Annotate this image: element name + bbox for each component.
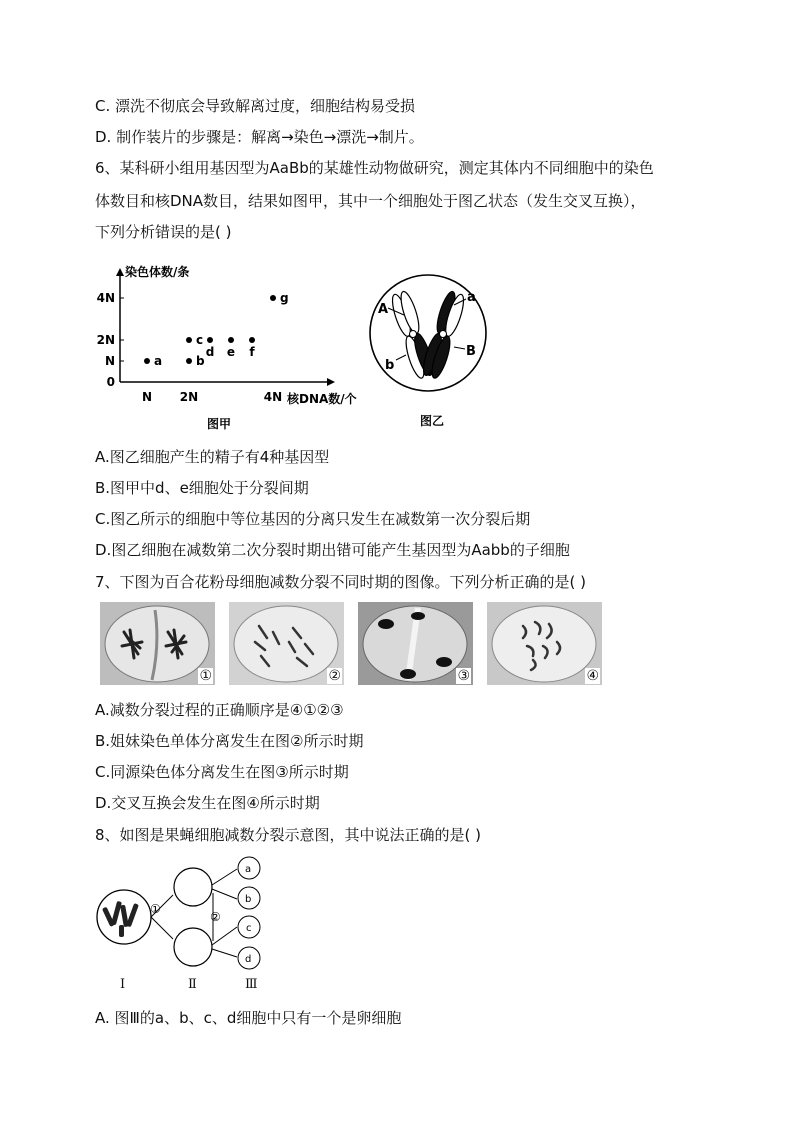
gene-label-B: B [466, 344, 476, 359]
micrograph-1 [100, 602, 215, 685]
x-tick-label: N [141, 390, 153, 404]
step-1-label: ① [150, 902, 161, 916]
point-label-c: c [196, 333, 204, 347]
point-a [144, 358, 150, 364]
micrograph-1-number: ① [199, 668, 212, 684]
figure-jia-chart [95, 262, 357, 434]
y-tick-label: N [104, 354, 115, 368]
q5-option-d: D. 制作装片的步骤是：解离→染色→漂洗→制片。 [95, 128, 424, 146]
q7-option-c: C.同源染色体分离发生在图③所示时期 [95, 763, 349, 781]
x-tick-label: 2N [179, 390, 199, 404]
micrograph-4 [487, 602, 602, 685]
micrograph-3 [358, 602, 473, 685]
figure-yi-cell [368, 263, 490, 433]
q8-stem: 8、如图是果蝇细胞减数分裂示意图，其中说法正确的是( ) [95, 826, 482, 844]
q6-stem-line3: 下列分析错误的是( ) [95, 223, 232, 241]
figure-jia-caption: 图甲 [207, 417, 232, 431]
micrograph-2 [229, 602, 344, 685]
gene-label-A: A [378, 302, 389, 317]
cell-II-bottom [174, 928, 212, 966]
point-label-a: a [154, 354, 163, 368]
q7-stem: 7、下图为百合花粉母细胞减数分裂不同时期的图像。下列分析正确的是( ) [95, 573, 587, 591]
q6-stem-line2: 体数目和核DNA数目，结果如图甲，其中一个细胞处于图乙状态（发生交叉互换）， [95, 192, 646, 210]
roman-label-II: Ⅱ [188, 977, 197, 992]
q6-option-d: D.图乙细胞在减数第二次分裂时期出错可能产生基因型为Aabb的子细胞 [95, 541, 570, 559]
point-label-f: f [249, 345, 255, 359]
cell-c-label: c [246, 923, 252, 934]
y-axis-arrow [116, 268, 124, 276]
y-tick-label: 4N [96, 291, 115, 305]
point-label-b: b [196, 354, 205, 368]
micrograph-3-number: ③ [457, 668, 470, 684]
point-label-d: d [205, 345, 215, 359]
x-axis-arrow [327, 378, 335, 386]
figure-yi-caption: 图乙 [420, 414, 445, 428]
roman-label-III: Ⅲ [245, 977, 258, 992]
q7-option-a: A.减数分裂过程的正确顺序是④①②③ [95, 701, 344, 719]
micrograph-4-number: ④ [586, 668, 599, 684]
micrograph-2-number: ② [328, 668, 341, 684]
q5-option-c: C. 漂洗不彻底会导致解离过度，细胞结构易受损 [95, 97, 416, 115]
point-b [186, 358, 192, 364]
y-tick-label: 0 [106, 375, 115, 389]
q8-option-a: A. 图Ⅲ的a、b、c、d细胞中只有一个是卵细胞 [95, 1009, 402, 1027]
point-e [228, 337, 234, 343]
step-2-label: ② [210, 910, 221, 924]
point-f [249, 337, 255, 343]
centromere-left [410, 331, 417, 338]
q7-option-b: B.姐妹染色单体分离发生在图②所示时期 [95, 732, 364, 750]
x-axis-label: 核DNA数/个 [287, 392, 357, 406]
y-axis-label: 染色体数/条 [125, 265, 190, 279]
point-g [270, 295, 276, 301]
q7-option-d: D.交叉互换会发生在图④所示时期 [95, 794, 320, 812]
x-tick-label: 4N [263, 390, 283, 404]
q6-option-b: B.图甲中d、e细胞处于分裂间期 [95, 479, 309, 497]
meiosis-diagram [95, 855, 275, 975]
q6-stem-line1: 6、某科研小组用基因型为AaBb的某雄性动物做研究，测定其体内不同细胞中的染色 [95, 159, 654, 177]
cell-b-label: b [245, 894, 252, 905]
point-d [207, 337, 213, 343]
point-label-e: e [226, 345, 236, 359]
centromere-right [440, 331, 447, 338]
gene-label-a: a [467, 290, 476, 305]
cell-a-label: a [245, 864, 252, 875]
y-tick-label: 2N [96, 333, 115, 347]
point-label-g: g [280, 291, 289, 305]
gene-label-b: b [385, 358, 395, 373]
q6-option-a: A.图乙细胞产生的精子有4种基因型 [95, 448, 330, 466]
arrow-I-to-II-bottom [151, 917, 173, 939]
point-c [186, 337, 192, 343]
cell-d-label: d [245, 954, 252, 965]
cell-II-top [174, 868, 212, 906]
roman-label-I: Ⅰ [120, 977, 126, 992]
q6-option-c: C.图乙所示的细胞中等位基因的分离只发生在减数第一次分裂后期 [95, 510, 531, 528]
